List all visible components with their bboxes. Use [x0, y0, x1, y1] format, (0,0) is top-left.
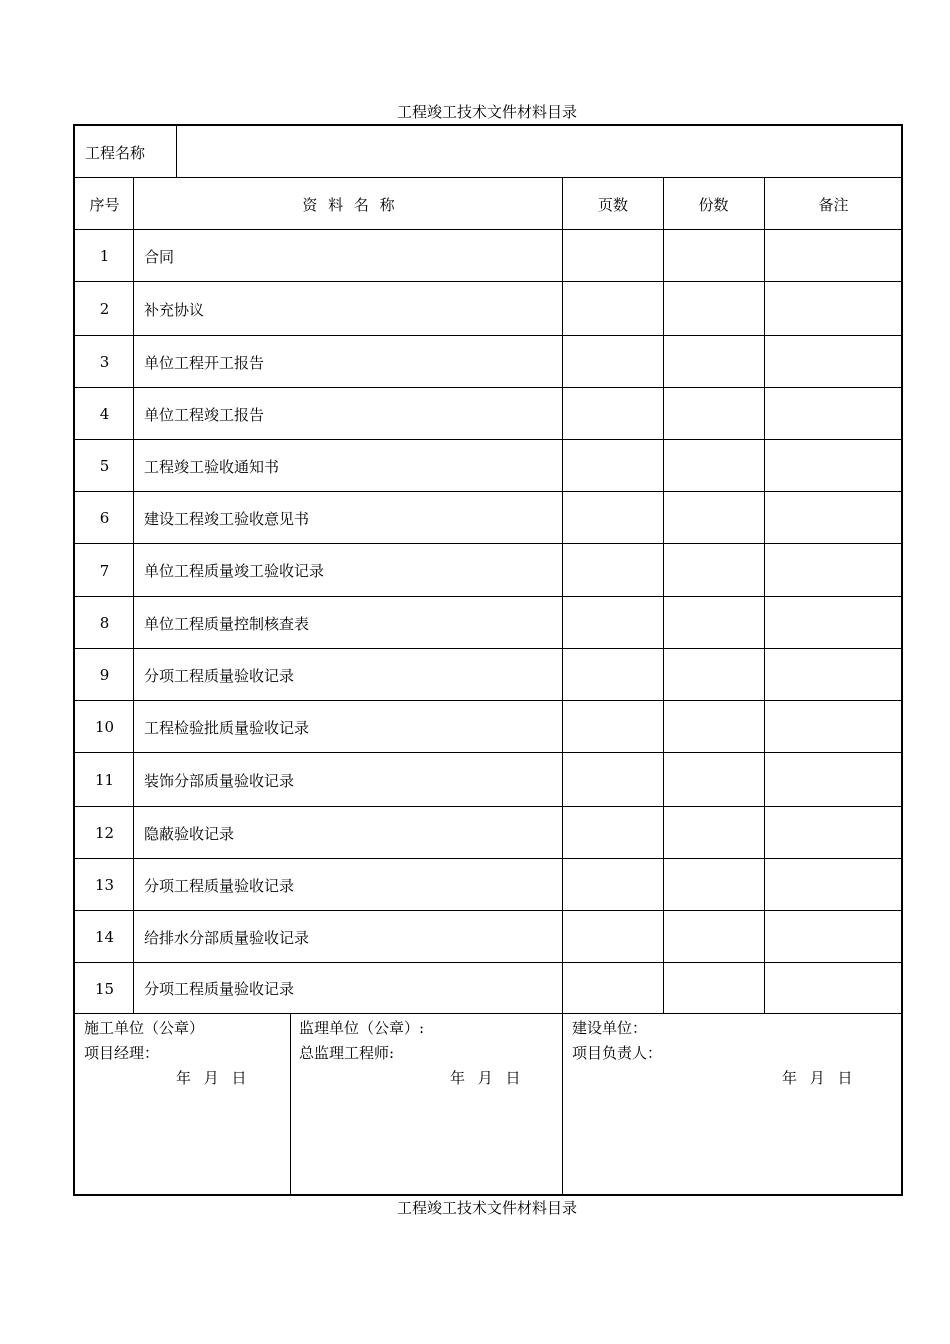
- footer-title: 工程竣工技术文件材料目录: [396, 1199, 577, 1217]
- row-number: 15: [94, 979, 115, 998]
- construction-signature: [75, 1014, 290, 1091]
- row-copies-cell[interactable]: [663, 336, 764, 388]
- row-copies-cell[interactable]: [663, 544, 764, 597]
- row-pages-cell[interactable]: [563, 282, 663, 336]
- header-remark: 备注: [818, 195, 849, 214]
- row-document-name: 单位工程竣工报告: [144, 405, 265, 424]
- row-copies-cell[interactable]: [663, 649, 764, 701]
- row-remark-cell[interactable]: [764, 388, 903, 440]
- supervision-signature: [290, 1014, 563, 1091]
- row-copies-cell[interactable]: [663, 911, 764, 963]
- row-pages-cell[interactable]: [563, 859, 663, 911]
- row-number: 8: [99, 614, 110, 632]
- row-copies-cell[interactable]: [663, 388, 764, 440]
- row-remark-cell[interactable]: [764, 963, 903, 1014]
- row-number: 2: [99, 300, 110, 318]
- row-pages-cell[interactable]: [563, 597, 663, 649]
- row-remark-cell[interactable]: [764, 336, 903, 388]
- row-number: 12: [94, 824, 115, 842]
- row-pages-cell[interactable]: [563, 440, 663, 492]
- chief-supervisor-label: 总监理工程师:: [299, 1044, 395, 1062]
- row-copies-cell[interactable]: [663, 963, 764, 1014]
- supervision-unit-label: 监理单位（公章）:: [299, 1019, 425, 1037]
- page-title: 工程竣工技术文件材料目录: [396, 103, 577, 121]
- row-copies-cell[interactable]: [663, 282, 764, 336]
- owner-unit-label: 建设单位：: [572, 1019, 648, 1037]
- construction-unit-label: 施工单位（公章）: [84, 1019, 205, 1037]
- row-pages-cell[interactable]: [563, 753, 663, 807]
- row-remark-cell[interactable]: [764, 911, 903, 963]
- owner-signature: [563, 1014, 903, 1091]
- header-copies: 份数: [698, 195, 729, 214]
- row-copies-cell[interactable]: [663, 701, 764, 753]
- row-document-name: 建设工程竣工验收意见书: [144, 509, 310, 528]
- row-pages-cell[interactable]: [563, 544, 663, 597]
- divider: [764, 178, 765, 1014]
- row-copies-cell[interactable]: [663, 753, 764, 807]
- row-pages-cell[interactable]: [563, 230, 663, 282]
- row-remark-cell[interactable]: [764, 701, 903, 753]
- project-name-label: 工程名称: [85, 143, 146, 162]
- divider: [176, 126, 177, 178]
- row-copies-cell[interactable]: [663, 859, 764, 911]
- catalog-table: [73, 124, 903, 1196]
- row-remark-cell[interactable]: [764, 230, 903, 282]
- construction-date: 年 月 日: [176, 1069, 247, 1087]
- header-pages: 页数: [597, 195, 628, 214]
- row-copies-cell[interactable]: [663, 230, 764, 282]
- owner-date: 年 月 日: [782, 1069, 853, 1087]
- divider: [133, 178, 134, 1014]
- project-manager-label: 项目经理：: [84, 1044, 160, 1062]
- row-number: 10: [94, 718, 115, 736]
- row-pages-cell[interactable]: [563, 963, 663, 1014]
- row-document-name: 单位工程开工报告: [144, 353, 265, 372]
- row-remark-cell[interactable]: [764, 282, 903, 336]
- row-remark-cell[interactable]: [764, 597, 903, 649]
- row-pages-cell[interactable]: [563, 807, 663, 859]
- row-document-name: 分项工程质量验收记录: [144, 666, 295, 685]
- row-pages-cell[interactable]: [563, 911, 663, 963]
- row-document-name: 装饰分部质量验收记录: [144, 771, 295, 790]
- header-no: 序号: [89, 195, 120, 214]
- row-pages-cell[interactable]: [563, 649, 663, 701]
- row-pages-cell[interactable]: [563, 388, 663, 440]
- row-document-name: 单位工程质量控制核查表: [144, 614, 310, 633]
- row-copies-cell[interactable]: [663, 492, 764, 544]
- owner-leader-label: 项目负责人：: [572, 1044, 663, 1062]
- divider: [290, 1014, 291, 1196]
- row-remark-cell[interactable]: [764, 440, 903, 492]
- row-copies-cell[interactable]: [663, 440, 764, 492]
- row-pages-cell[interactable]: [563, 336, 663, 388]
- row-remark-cell[interactable]: [764, 807, 903, 859]
- row-number: 5: [99, 457, 110, 475]
- header-name: 资 料 名 称: [302, 195, 395, 214]
- row-remark-cell[interactable]: [764, 753, 903, 807]
- project-name-field[interactable]: [177, 126, 903, 178]
- row-copies-cell[interactable]: [663, 597, 764, 649]
- row-remark-cell[interactable]: [764, 544, 903, 597]
- row-document-name: 分项工程质量验收记录: [144, 876, 295, 895]
- row-number: 3: [99, 353, 110, 371]
- row-document-name: 工程竣工验收通知书: [144, 457, 280, 476]
- divider: [562, 178, 563, 1014]
- row-pages-cell[interactable]: [563, 701, 663, 753]
- row-document-name: 单位工程质量竣工验收记录: [144, 562, 325, 580]
- row-number: 9: [99, 666, 110, 684]
- row-number: 14: [94, 928, 115, 946]
- row-document-name: 工程检验批质量验收记录: [144, 718, 310, 737]
- row-document-name: 分项工程质量验收记录: [144, 980, 295, 998]
- row-number: 1: [99, 247, 110, 265]
- row-number: 7: [99, 561, 110, 580]
- row-document-name: 给排水分部质量验收记录: [144, 928, 310, 947]
- row-number: 13: [94, 876, 115, 894]
- row-copies-cell[interactable]: [663, 807, 764, 859]
- row-pages-cell[interactable]: [563, 492, 663, 544]
- row-remark-cell[interactable]: [764, 859, 903, 911]
- row-number: 11: [94, 771, 115, 789]
- row-number: 6: [99, 509, 110, 527]
- row-document-name: 合同: [144, 247, 175, 266]
- row-document-name: 隐蔽验收记录: [144, 824, 235, 843]
- row-remark-cell[interactable]: [764, 492, 903, 544]
- supervision-date: 年 月 日: [450, 1069, 521, 1087]
- row-number: 4: [99, 405, 110, 423]
- row-remark-cell[interactable]: [764, 649, 903, 701]
- divider: [663, 178, 664, 1014]
- row-document-name: 补充协议: [144, 300, 205, 319]
- divider: [562, 1014, 563, 1196]
